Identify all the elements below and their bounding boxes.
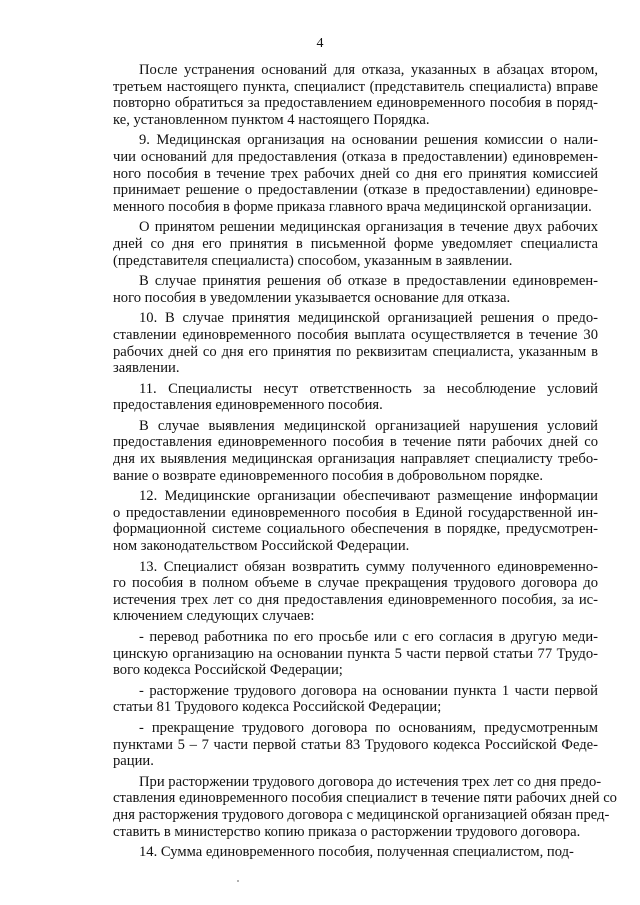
paragraph [113,381,598,414]
text-line: пунктами 5 – 7 части первой статьи 83 Трудового кодекса Российской Феде- [113,736,598,753]
text-line: о предоставлении единовременного пособия в Единой государственной ин- [113,504,598,521]
text-line: формационной системе социального обеспечения в порядке, предусмотрен- [113,521,598,538]
text-line: цинскую организацию на основании пункта 5 части первой статьи 77 Трудо- [113,645,598,662]
paragraph [113,219,598,269]
text-line: (представителя специалиста) способом, указанным в заявлении. [113,252,513,269]
paragraph [113,132,598,215]
text-line: повторно обратиться за предоставлением единовременного пособия в поряд- [113,95,598,112]
text-line: рации. [113,753,154,770]
text-line: О принятом решении медицинская организация в течение двух рабочих [139,219,598,236]
text-line: 13. Специалист обязан возвратить сумму полученного единовременно- [139,558,598,575]
paragraph [113,773,617,840]
text-line: ного пособия в уведомлении указывается основание для отказа. [113,289,511,306]
paragraph [113,559,598,625]
text-line: третьем настоящего пункта, специалист (представитель специалиста) вправе [113,78,598,95]
paragraph [113,683,598,716]
text-line: дня расторжения трудового договора с медицинской организацией обязан пред- [113,806,610,823]
text-line: ке, установленном пунктом 4 настоящего Порядка. [113,111,430,128]
text-line: - перевод работника по его просьбе или с его согласия в другую меди- [139,629,598,645]
paragraph [113,720,598,770]
text-line: заявлении. [113,360,180,377]
text-line: статьи 81 Трудового кодекса Российской Федерации; [113,699,442,716]
text-line: ного пособия в течение трех рабочих дней со дня его принятия комиссией [113,165,598,182]
text-line: 11. Специалисты несут ответственность за несоблюдение условий [139,380,598,397]
text-line: чии оснований для предоставления (отказа в предоставлении) единовремен- [113,148,598,165]
paragraph [113,62,598,128]
paragraph [113,844,598,861]
text-line: При расторжении трудового договора до истечения трех лет со дня предо- [139,773,602,790]
text-line: предоставления единовременного пособия в течение пяти рабочих дней со [113,434,598,451]
text-line: ном законодательством Российской Федерации. [113,538,410,555]
text-line: вание о возврате единовременного пособия в добровольном порядке. [113,467,544,484]
paragraph [113,488,598,554]
document-body [113,62,617,865]
paragraph [113,418,598,484]
text-line: истечения трех лет со дня предоставления единовременного пособия, за ис- [113,591,598,608]
text-line: В случае выявления медицинской организацией нарушения условий [139,417,598,434]
text-line: В случае принятия решения об отказе в предоставлении единовремен- [139,273,598,290]
text-line: вого кодекса Российской Федерации; [113,662,343,679]
text-line: рабочих дней со дня его принятия по реквизитам специалиста, указанным в [113,343,598,360]
paragraph [113,273,598,306]
text-line: После устранения оснований для отказа, указанных в абзацах втором, [139,62,598,78]
page-number: 4 [316,36,324,51]
text-line: ключением следующих случаев: [113,608,315,625]
text-line: предоставления единовременного пособия. [113,397,383,414]
text-line: 9. Медицинская организация на основании решения комиссии о нали- [139,132,598,149]
text-line: дня их выявления медицинская организация направляет специалисту требо- [113,451,598,468]
text-line: - прекращение трудового договора по основаниям, предусмотренным [139,719,598,736]
text-line: 12. Медицинские организации обеспечивают размещение информации [139,488,598,505]
text-line: ставления единовременного пособия специалист в течение пяти рабочих дней со [113,790,617,807]
text-line: ставлении единовременного пособия выплата осуществляется в течение 30 [113,326,598,343]
text-line: 14. Сумма единовременного пособия, полученная специалистом, под- [139,844,574,861]
text-line: принимает решение о предоставлении (отказе в предоставлении) единовре- [113,182,598,199]
paragraph [113,310,598,376]
text-line: 10. В случае принятия медицинской организацией решения о предо- [139,310,598,327]
text-line: ставить в министерство копию приказа о расторжении трудового договора. [113,823,581,840]
text-line: менного пособия в форме приказа главного врача медицинской организации. [113,198,592,215]
paragraph [113,629,598,679]
text-line: дней со дня его принятия в письменной форме уведомляет специалиста [113,235,598,252]
text-line: го пособия в полном объеме в случае прекращения трудового договора до [113,575,598,592]
text-line: - расторжение трудового договора на основании пункта 1 части первой [139,682,598,699]
scan-artifact [237,880,239,882]
